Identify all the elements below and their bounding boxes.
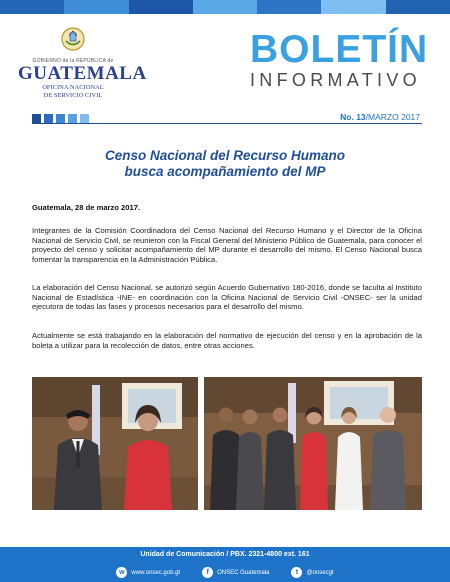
strip-segment [64,0,128,14]
dateline: Guatemala, 28 de marzo 2017. [32,203,141,212]
footer-contact: Unidad de Comunicación / PBX. 2321-4800 ext. 161 [0,547,450,563]
office-line-1: OFICINA NACIONAL [42,84,104,91]
paragraph-2: La elaboración del Censo Nacional, se autorizó según Acuerdo Gubernativo 180-2016, donde se faculta al Instituto Nacional de Estadística -INE- en coordinación con la Oficina Nacional de Servicio Civil -ONSEC- ser la unidad ejecutora de todas las fases y procesos necesarios para el desarrollo del mismo. [32,283,422,311]
square [32,114,41,123]
facebook-link[interactable] [202,567,269,578]
twitter-label: @onsecgt [306,569,334,576]
strip-segment [0,0,64,14]
onsec-logo [18,26,147,100]
facebook-icon: f [202,567,213,578]
square [56,114,65,123]
issue-date: /MARZO 2017 [365,112,420,122]
meeting-photo-1 [32,377,198,510]
strip-segment [129,0,193,14]
country-name: GUATEMALA [18,63,147,84]
strip-segment [193,0,257,14]
gov-line: GOBIERNO de la REPÚBLICA de [32,58,114,64]
header-divider [32,123,422,124]
coat-of-arms-icon [60,26,86,52]
headline-line-1: Censo Nacional del Recurso Humano [104,148,346,163]
facebook-label: ONSEC Guatemala [217,569,270,576]
web-label: www.onsec.gob.gt [131,569,181,576]
issue-info [340,112,420,122]
web-icon: w [116,567,127,578]
office-line-2: DE SERVICIO CIVIL [43,92,103,99]
footer-social [0,563,450,582]
strip-segment [386,0,450,14]
headline-line-2: busca acompañamiento del MP [124,164,326,179]
paragraph-3: Actualmente se está trabajando en la elaboración del normativo de ejecución del censo y en la aprobación de la boleta a utilizar para la recolección de datos, entre otras acciones. [32,331,422,350]
bulletin-subtitle: INFORMATIVO [250,70,421,90]
twitter-link[interactable] [291,567,333,578]
article-headline [40,148,410,180]
paragraph-1: Integrantes de la Comisión Coordinadora del Censo Nacional del Recurso Humano y el Director de la Oficina Nacional de Servicio Civil, se reunieron con la Fiscal General del Ministerio Público de Guatemala, para conocer el proyecto del censo y solicitar acompañamiento del MP durante el desarrollo del mismo. El Censo Nacional busca fomentar la transparencia en la Administración Pública. [32,226,422,264]
twitter-icon: t [291,567,302,578]
square [44,114,53,123]
strip-segment [257,0,321,14]
meeting-photo-2 [204,377,422,510]
square [80,114,89,123]
square [68,114,77,123]
bulletin-title: BOLETÍN [250,28,429,71]
top-color-strip [0,0,450,14]
decorative-squares [32,114,89,123]
issue-number: No. 13 [340,112,366,122]
web-link[interactable] [116,567,180,578]
strip-segment [321,0,385,14]
